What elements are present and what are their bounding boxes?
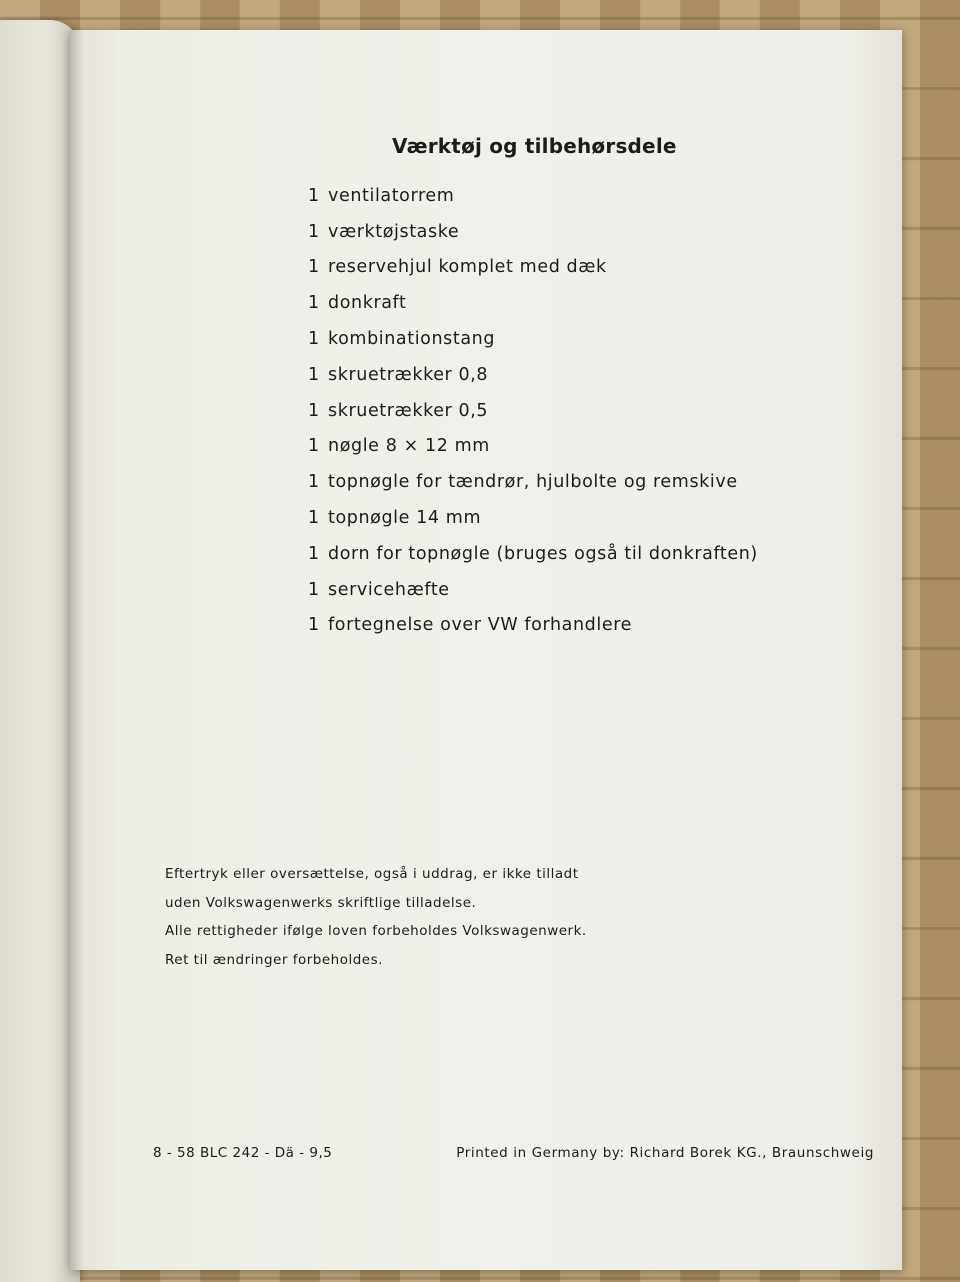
list-item [308, 357, 758, 393]
item-quantity: 1 [308, 185, 320, 206]
item-text: donkraft [328, 293, 407, 314]
item-text: dorn for topnøgle (bruges også til donkraften) [328, 543, 758, 564]
item-text: servicehæfte [328, 579, 450, 600]
notice-line: Eftertryk eller oversættelse, også i uddrag, er ikke tilladt [165, 866, 579, 882]
tool-list [308, 178, 758, 643]
notice-line: Alle rettigheder ifølge loven forbeholdes Volkswagenwerk. [165, 923, 587, 939]
item-quantity: 1 [308, 221, 320, 242]
list-item [308, 250, 758, 286]
page-title: Værktøj og tilbehørsdele [392, 134, 677, 158]
list-item [308, 536, 758, 572]
list-item [308, 572, 758, 608]
item-quantity: 1 [308, 615, 320, 636]
left-page-edge [0, 20, 80, 1282]
item-quantity: 1 [308, 472, 320, 493]
list-item [308, 321, 758, 357]
item-text: nøgle 8 × 12 mm [328, 436, 490, 457]
item-text: skruetrækker 0,5 [328, 400, 489, 421]
list-item [308, 178, 758, 214]
item-quantity: 1 [308, 364, 320, 385]
document-page [70, 30, 902, 1270]
item-text: fortegnelse over VW forhandlere [328, 615, 632, 636]
item-quantity: 1 [308, 293, 320, 314]
spine-shadow [70, 30, 84, 1270]
copyright-notice [165, 860, 587, 974]
item-text: kombinationstang [328, 329, 496, 350]
item-text: værktøjstaske [328, 221, 460, 242]
item-quantity: 1 [308, 543, 320, 564]
list-item [308, 285, 758, 321]
notice-line: uden Volkswagenwerks skriftlige tilladelse. [165, 894, 477, 911]
item-text: topnøgle for tændrør, hjulbolte og remskive [328, 472, 738, 493]
printer-info: Printed in Germany by: Richard Borek KG., Braunschweig [456, 1145, 874, 1161]
item-quantity: 1 [308, 436, 320, 457]
list-item [308, 214, 758, 250]
item-quantity: 1 [308, 257, 320, 278]
item-text: reservehjul komplet med dæk [328, 257, 607, 278]
item-text: topnøgle 14 mm [328, 508, 482, 529]
item-text: skruetrækker 0,8 [328, 364, 489, 385]
list-item [308, 393, 758, 429]
list-item [308, 500, 758, 536]
item-quantity: 1 [308, 579, 320, 600]
list-item [308, 429, 758, 465]
list-item [308, 464, 758, 500]
print-code: 8 - 58 BLC 242 - Dä - 9,5 [153, 1145, 333, 1161]
item-quantity: 1 [308, 329, 320, 350]
item-quantity: 1 [308, 400, 320, 421]
item-quantity: 1 [308, 508, 320, 529]
notice-line: Ret til ændringer forbeholdes. [165, 951, 383, 968]
item-text: ventilatorrem [328, 185, 455, 206]
list-item [308, 608, 758, 644]
